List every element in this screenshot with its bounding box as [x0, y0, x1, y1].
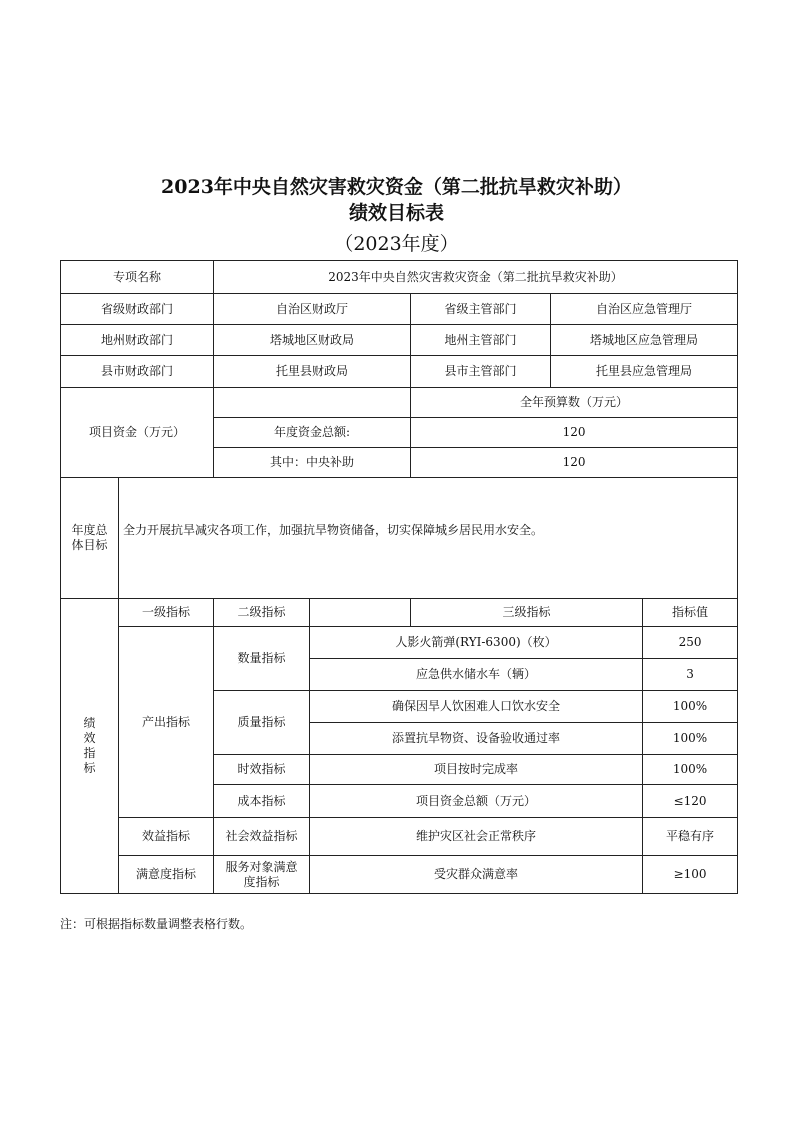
cost-indicator: 成本指标: [214, 785, 310, 818]
annual-goal-text: 全力开展抗旱减灾各项工作，加强抗旱物资储备，切实保障城乡居民用水安全。: [119, 478, 738, 599]
benefit-indicator: 效益指标: [119, 818, 214, 856]
funds-total-value: 120: [411, 418, 738, 448]
funds-empty-cell: [214, 388, 411, 418]
quality-indicator: 质量指标: [214, 691, 310, 755]
header-value: 指标值: [643, 599, 738, 627]
annual-goal-label: 年度总体目标: [61, 478, 119, 599]
funds-budget-header: 全年预算数（万元）: [411, 388, 738, 418]
header-blank: [310, 599, 411, 627]
cost-value-1: ≤120: [643, 785, 738, 818]
indicators-label: 绩效指标: [61, 599, 119, 894]
quantity-value-1: 250: [643, 627, 738, 659]
timeliness-item-1: 项目按时完成率: [310, 755, 643, 785]
project-name-value: 2023年中央自然灾害救灾资金（第二批抗旱救灾补助）: [214, 261, 738, 294]
social-benefit-indicator: 社会效益指标: [214, 818, 310, 856]
timeliness-value-1: 100%: [643, 755, 738, 785]
quality-item-2: 添置抗旱物资、设备验收通过率: [310, 723, 643, 755]
service-satisfaction-indicator: 服务对象满意度指标: [214, 856, 310, 894]
county-dept-value: 托里县应急管理局: [551, 356, 738, 388]
satisfaction-item-1: 受灾群众满意率: [310, 856, 643, 894]
quality-item-1: 确保因旱人饮困难人口饮水安全: [310, 691, 643, 723]
funds-label: 项目资金（万元）: [61, 388, 214, 478]
output-indicator: 产出指标: [119, 627, 214, 818]
prov-finance-value: 自治区财政厅: [214, 294, 411, 325]
quantity-item-1: 人影火箭弹(RYI-6300)（枚）: [310, 627, 643, 659]
funds-central-value: 120: [411, 448, 738, 478]
quality-value-2: 100%: [643, 723, 738, 755]
quantity-item-2: 应急供水储水车（辆）: [310, 659, 643, 691]
social-benefit-value-1: 平稳有序: [643, 818, 738, 856]
satisfaction-value-1: ≥100: [643, 856, 738, 894]
timeliness-indicator: 时效指标: [214, 755, 310, 785]
pref-dept-label: 地州主管部门: [411, 325, 551, 356]
prov-dept-value: 自治区应急管理厅: [551, 294, 738, 325]
header-level3: 三级指标: [411, 599, 643, 627]
quality-value-1: 100%: [643, 691, 738, 723]
performance-table: [60, 260, 738, 894]
prov-dept-label: 省级主管部门: [411, 294, 551, 325]
funds-central-label: 其中：中央补助: [214, 448, 411, 478]
header-level1: 一级指标: [119, 599, 214, 627]
county-dept-label: 县市主管部门: [411, 356, 551, 388]
pref-finance-label: 地州财政部门: [61, 325, 214, 356]
quantity-value-2: 3: [643, 659, 738, 691]
pref-finance-value: 塔城地区财政局: [214, 325, 411, 356]
pref-dept-value: 塔城地区应急管理局: [551, 325, 738, 356]
quantity-indicator: 数量指标: [214, 627, 310, 691]
funds-total-label: 年度资金总额:: [214, 418, 411, 448]
county-finance-label: 县市财政部门: [61, 356, 214, 388]
satisfaction-indicator: 满意度指标: [119, 856, 214, 894]
cost-item-1: 项目资金总额（万元）: [310, 785, 643, 818]
social-benefit-item-1: 维护灾区社会正常秩序: [310, 818, 643, 856]
prov-finance-label: 省级财政部门: [61, 294, 214, 325]
document-subtitle: 绩效目标表: [348, 202, 444, 224]
county-finance-value: 托里县财政局: [214, 356, 411, 388]
footnote: 注：可根据指标数量调整表格行数。: [60, 917, 253, 931]
document-year: （2023年度）: [334, 233, 459, 255]
header-level2: 二级指标: [214, 599, 310, 627]
project-name-label: 专项名称: [61, 261, 214, 294]
document-title: 2023年中央自然灾害救灾资金（第二批抗旱救灾补助）: [161, 176, 632, 198]
